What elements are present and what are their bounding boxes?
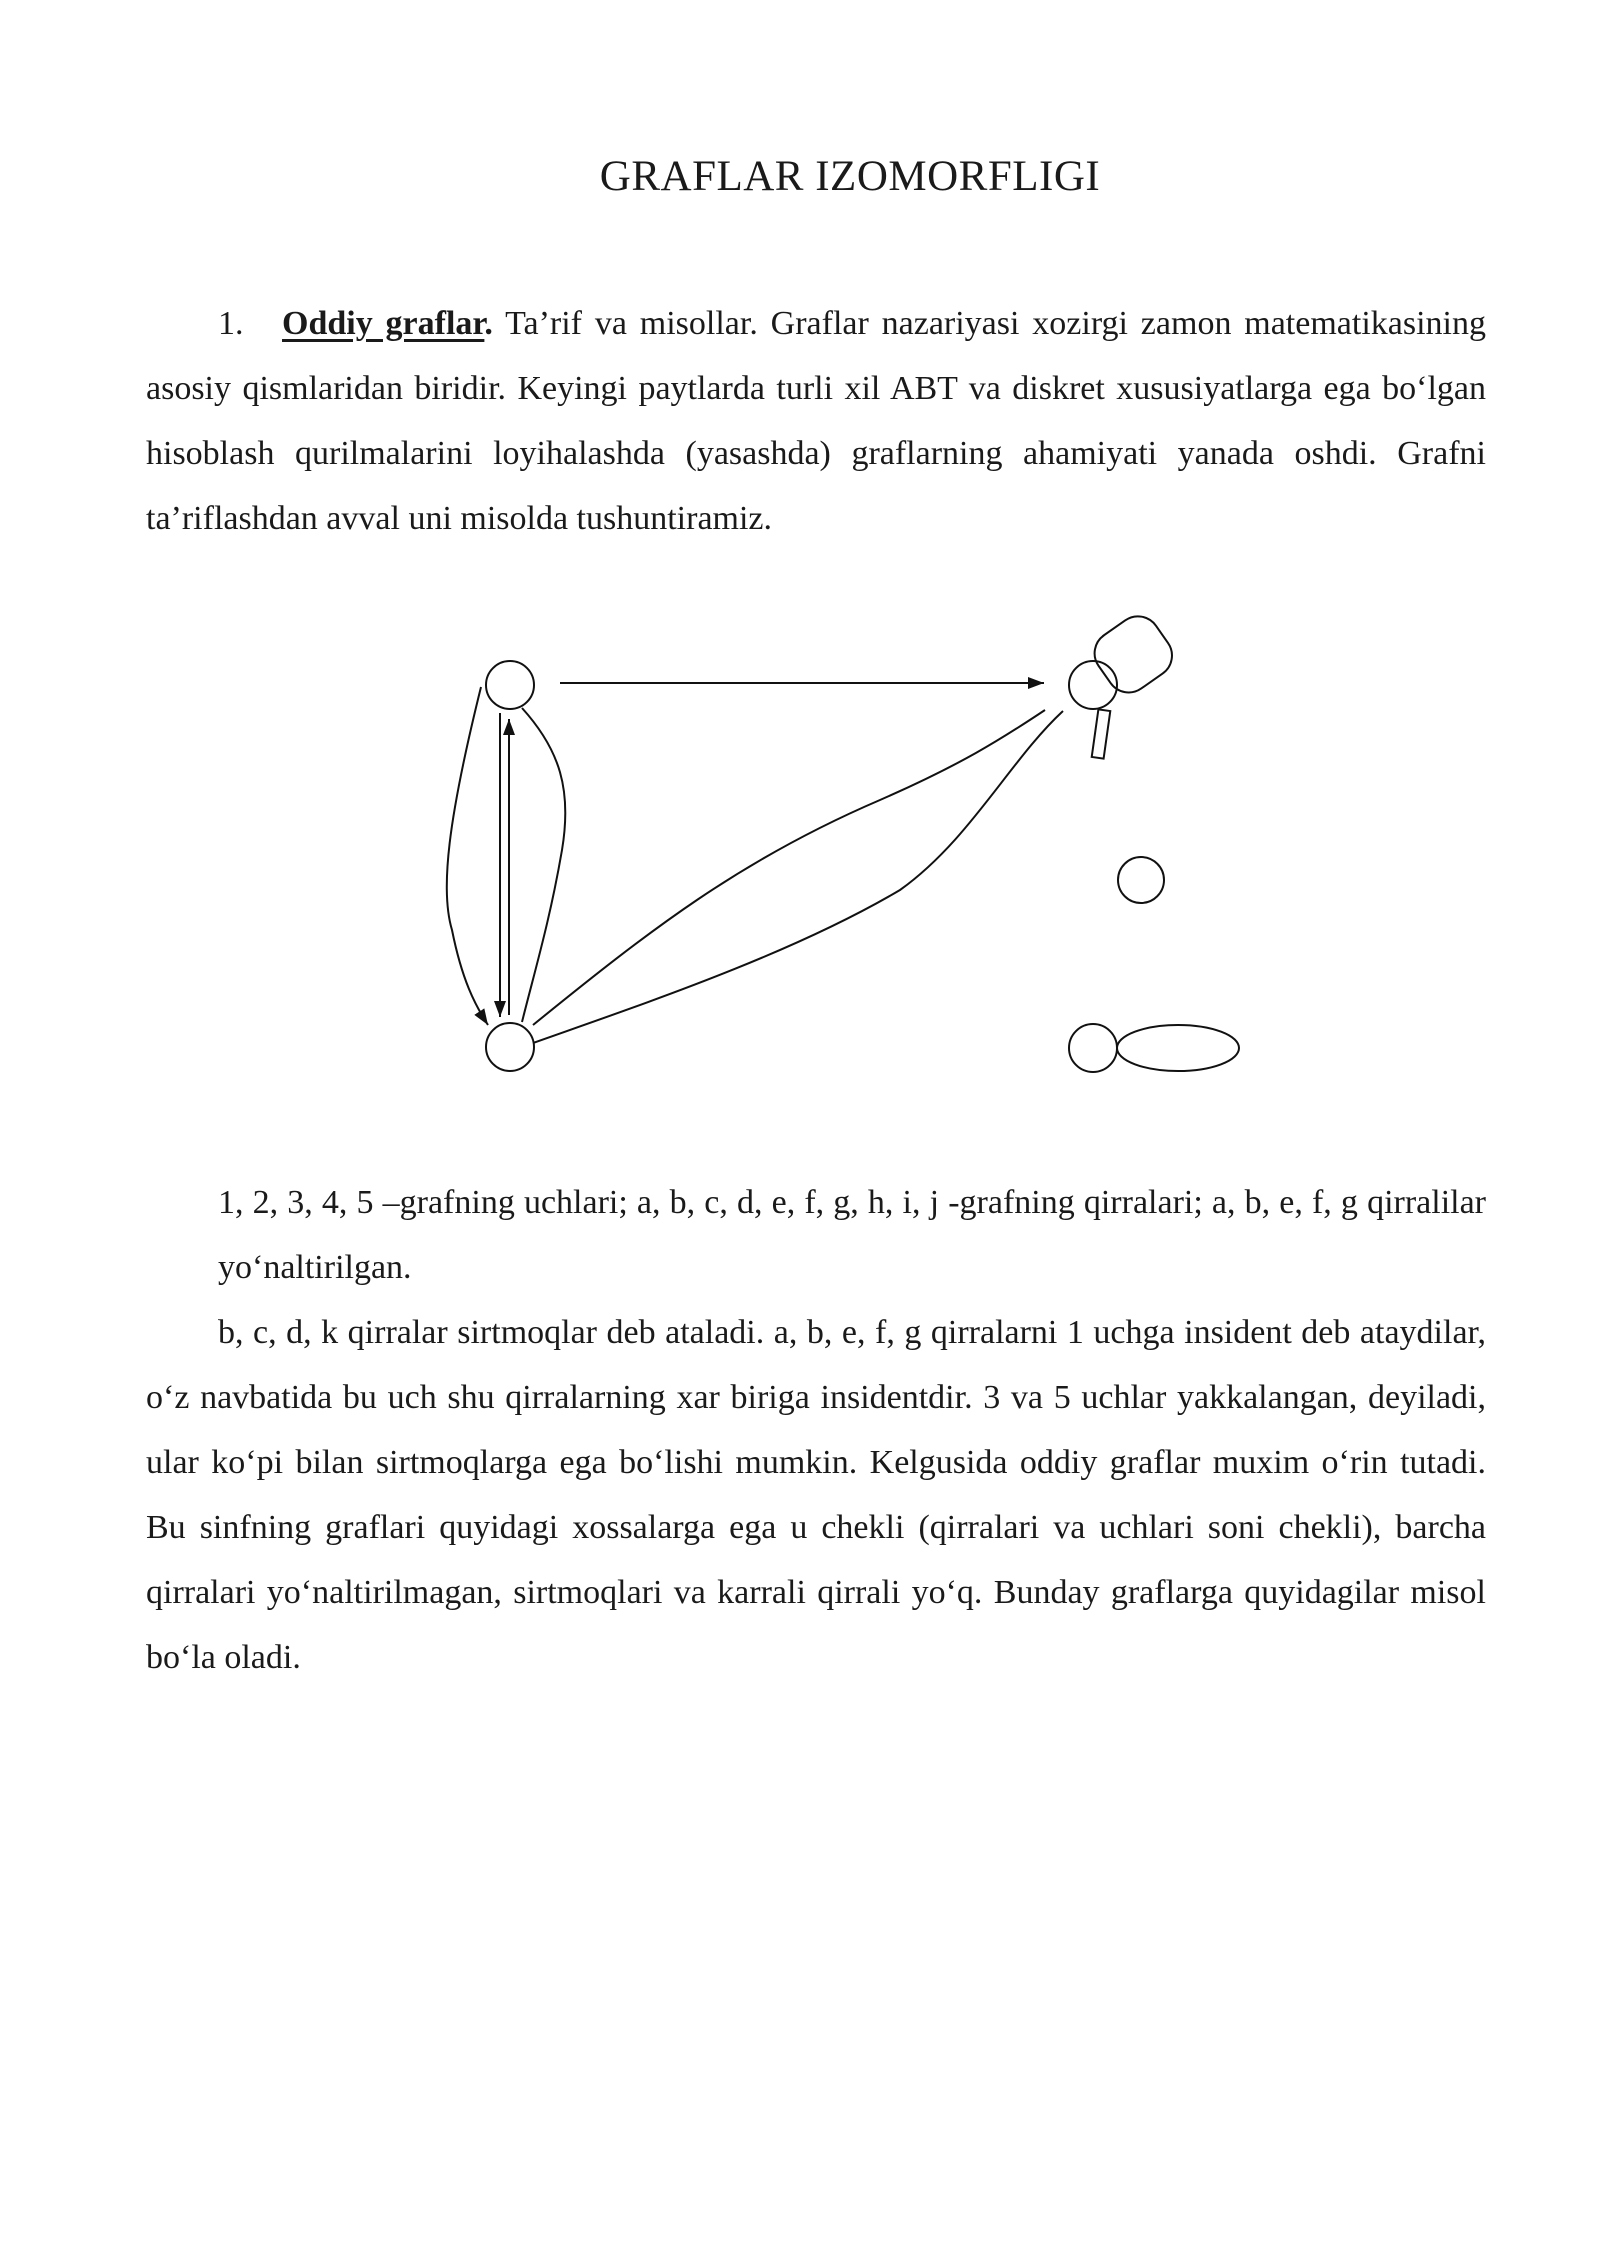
edge-4-2-lower	[533, 711, 1063, 1043]
edge-4-2-upper	[533, 710, 1045, 1025]
vertex-1	[486, 661, 534, 709]
details-paragraph: b, c, d, k qirralar sirtmoqlar deb ataladi. a, b, e, f, g qirralarni 1 uchga insident deb ataydilar, o‘z navbatida bu uch shu qirralarning xar biriga insidentdir. 3 va 5 uchlar yakkalangan, deyiladi, ular ko‘pi bilan sirtmoqlarga ega bo‘lishi mumkin. Kelgusida oddiy graflar muxim o‘rin tutadi. Bu sinfning graflari quyidagi xossalarga ega u chekli (qirralari va uchlari soni chekli), barcha qirralari yo‘naltirilmagan, sirtmoqlari va karrali qirrali yo‘q. Bunday graflarga quyidagilar misol bo‘la oladi.	[146, 1314, 1486, 1676]
loop-edge-vertex-5	[1117, 1025, 1239, 1071]
section-heading-punct: .	[484, 305, 493, 342]
page-title: GRAFLAR IZOMORFLIGI	[599, 153, 1101, 200]
figure-caption: 1, 2, 3, 4, 5 –grafning uchlari; a, b, c, d, e, f, g, h, i, j -grafning qirralari; a, b, e, f, g qirralilar yo‘naltirilgan.	[218, 1184, 1486, 1286]
vertex-4	[486, 1023, 534, 1071]
edge-1-4-curve-left	[447, 687, 488, 1025]
loop-edge-vertex-2	[1086, 608, 1181, 701]
edge-1-4-curve-right	[522, 708, 565, 1022]
intro-text: Ta’rif va misollar. Graflar nazariyasi xozirgi zamon matematikasining asosiy qismlaridan biridir. Keyingi paytlarda turli xil ABT va diskret xususiyatlarga ega bo‘lgan hisoblash qurilmalarini loyihalashda (yasashda) graflarning ahamiyati yanada oshdi. Grafni ta’riflashdan avval uni misolda tushuntiramiz.	[146, 305, 1486, 537]
vertex-2	[1069, 661, 1117, 709]
section-number: 1.	[218, 305, 244, 342]
vertex-3	[1118, 857, 1164, 903]
vertex-5	[1069, 1024, 1117, 1072]
loop-edge-vertex-2-small	[1092, 709, 1111, 758]
section-heading: Oddiy graflar	[282, 305, 485, 342]
